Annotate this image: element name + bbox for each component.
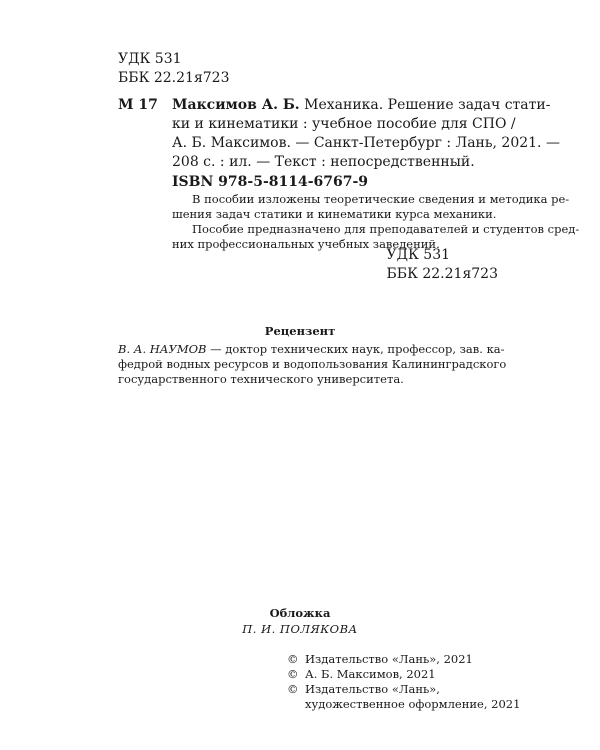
annotation-line: них профессиональных учебных заведений. [172,237,440,251]
cover-heading: Обложка [269,606,331,620]
catalog-line-2: ки и кинематики : учебное пособие для СПО / [172,116,516,132]
copyright-line: Издательство «Лань», [305,682,440,696]
classification-codes-top [118,50,230,88]
author-name: Максимов А. Б. [172,97,300,113]
reviewer-line: федрой водных ресурсов и водопользования Калининградского [118,357,507,371]
copyright-line: А. Б. Максимов, 2021 [305,667,436,681]
reviewer-heading: Рецензент [264,324,336,338]
annotation-line: В пособии изложены теоретические сведения и методика ре- [192,192,570,206]
bbk-code: ББК 22.21я723 [118,70,230,86]
title-text: Механика. Решение задач стати- [299,97,551,113]
copyright-line: Издательство «Лань», 2021 [305,652,473,666]
classification-codes-bottom [387,246,499,284]
copyright-icon: © [287,652,299,666]
isbn: ISBN 978-5-8114-6767-9 [172,174,369,190]
author-sign: М 17 [118,97,158,113]
annotation-line: шения задач статики и кинематики курса механики. [172,207,497,221]
reviewer-line: государственного технического университета. [118,372,404,386]
annotation [172,192,580,252]
reviewer-info [118,342,507,387]
copyright-block [287,652,520,712]
catalog-line-4: 208 с. : ил. — Текст : непосредственный. [172,154,475,170]
annotation-line: Пособие предназначено для преподавателей и студентов сред- [192,222,580,236]
udk-code: УДК 531 [386,247,451,263]
bbk-code: ББК 22.21я723 [386,266,498,282]
udk-code: УДК 531 [118,51,182,67]
copyright-icon: © [287,682,299,696]
bibliographic-description [172,96,551,134]
cover-designer: П. И. ПОЛЯКОВА [242,622,358,636]
reviewer-credentials: — доктор технических наук, профессор, зав. ка- [206,342,505,356]
copyright-line: художественное оформление, 2021 [305,697,521,711]
catalog-line-3: А. Б. Максимов. — Санкт-Петербург : Лань, 2021. — [172,135,560,151]
reviewer-name: В. А. НАУМОВ [118,342,207,356]
copyright-icon: © [287,667,299,681]
catalog-entry [118,96,560,172]
